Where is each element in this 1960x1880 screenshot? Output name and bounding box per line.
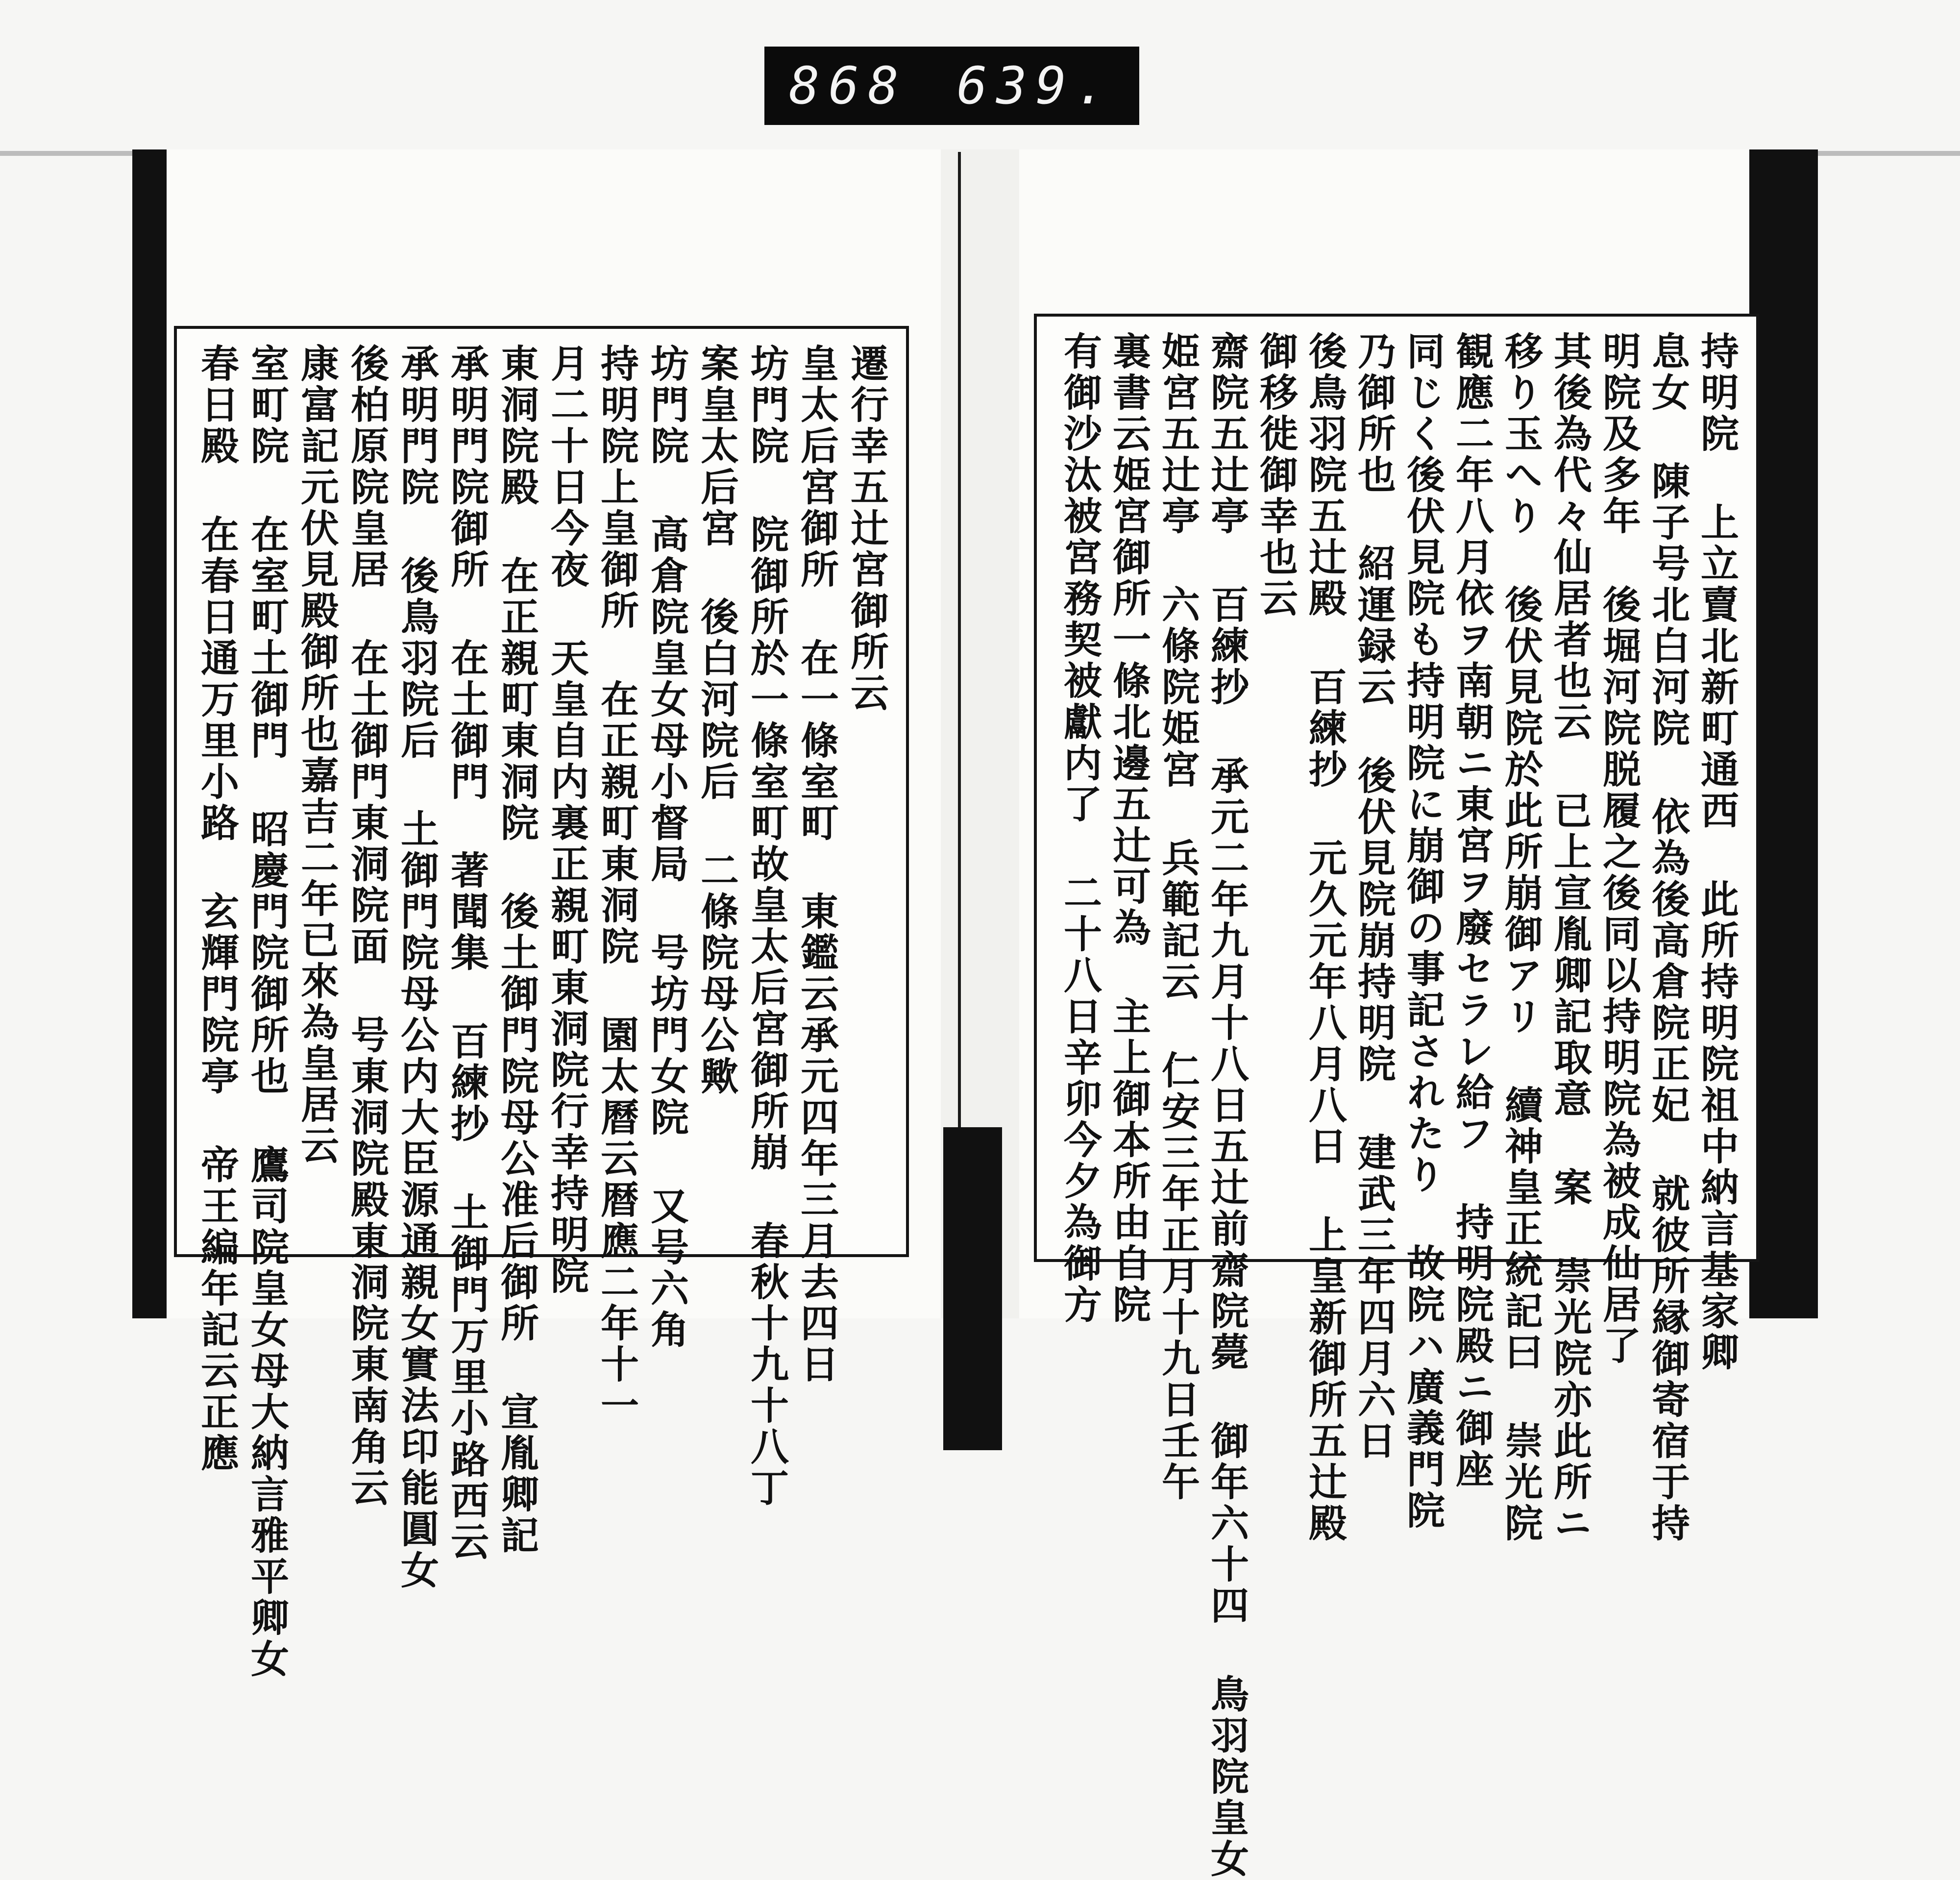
text-column: 其後為代々仙居者也云 已上宣胤卿記取意 案 崇光院亦此所ニ <box>1547 331 1592 1544</box>
text-column: 坊門院 院御所於一條室町故皇太后宮御所崩 春秋十九十八丁 <box>744 344 789 1509</box>
book-cover-left <box>132 149 167 1318</box>
frame-number-left: 868 <box>789 56 908 116</box>
book-cover-right <box>1749 149 1818 1318</box>
frame-number-label <box>764 47 1139 125</box>
text-column: 東洞院殿 在正親町東洞院 後土御門院母公准后御所 宣胤卿記 <box>494 344 539 1557</box>
text-column: 持明院 上立賣北新町通西 此所持明院祖中納言基家卿 <box>1694 331 1739 1373</box>
text-column: 承明門院御所 在土御門 著聞集 百練抄 土御門万里小路西云 <box>444 344 489 1563</box>
text-column: 持明院上皇御所 在正親町東洞院 園太曆云暦應二年十一 <box>594 344 639 1427</box>
text-column: 御移徙御幸也云 <box>1253 331 1298 619</box>
text-column: 後柏原院皇居 在土御門東洞院面 号東洞院殿東洞院東南角云 <box>344 344 389 1509</box>
gutter-fold-line <box>958 152 961 1279</box>
text-column: 同じく後伏見院も持明院に崩御の事記されたり 故院ハ廣義門院 <box>1400 331 1445 1532</box>
text-column: 息女 陳子号北白河院 依為後高倉院正妃 就彼所縁御寄宿于持 <box>1645 331 1690 1544</box>
text-column: 承明門院 後鳥羽院后 土御門院母公内大臣源通親女實法印能圓女 <box>394 344 439 1591</box>
text-column: 春日殿 在春日通万里小路 玄輝門院亭 帝王編年記云正應 <box>195 344 239 1474</box>
text-column: 有御沙汰被宮務契被獻内了 二十八日辛卯今夕為御方 <box>1057 331 1102 1326</box>
text-column: 月二十日今夜 天皇自内裏正親町東洞院行幸持明院 <box>544 344 589 1297</box>
left-page-text-panel <box>174 326 909 1680</box>
text-column: 乃御所也 紹運録云 後伏見院崩持明院 建武三年四月六日 <box>1351 331 1396 1462</box>
right-page-text-panel <box>1034 314 1759 1880</box>
text-column: 皇太后宮御所 在一條室町 東鑑云承元四年三月去四日 <box>794 344 839 1385</box>
frame-number-right: 639. <box>956 56 1115 116</box>
text-column: 移り玉へり 後伏見院於此所崩御アリ 續神皇正統記曰 崇光院 <box>1498 331 1543 1544</box>
text-column: 齋院五辻亭 百練抄 承元二年九月十八日五辻前齋院薨 御年六十四 鳥羽院皇女 <box>1204 331 1249 1880</box>
text-column: 遷行幸五辻宮御所云 <box>844 344 889 714</box>
text-column: 裏書云姫宮御所一條北邊五辻可為 主上御本所由自院 <box>1106 331 1151 1326</box>
text-column: 観應二年八月依ヲ南朝ニ東宮ヲ廢セラレ給フ 持明院殿ニ御座 <box>1449 331 1494 1490</box>
text-column: 案皇太后宮 後白河院后 二條院母公歟 <box>694 344 739 1097</box>
text-column: 明院及多年 後堀河院脱履之後同以持明院為被成仙居了 <box>1596 331 1641 1367</box>
text-column: 後鳥羽院五辻殿 百練抄 元久元年八月八日 上皇新御所五辻殿 <box>1302 331 1347 1544</box>
text-column: 室町院 在室町土御門 昭慶門院御所也 鷹司院皇女母大納言雅平卿女 <box>245 344 289 1680</box>
spine-shadow <box>943 1127 1002 1450</box>
text-column: 姫宮五辻亭 六條院姫宮 兵範記云 仁安三年正月十九日壬午 <box>1155 331 1200 1503</box>
text-column: 坊門院 高倉院皇女母小督局 号坊門女院 又号六角 <box>644 344 689 1351</box>
text-column: 康富記元伏見殿御所也嘉吉二年已來為皇居云 <box>294 344 339 1167</box>
